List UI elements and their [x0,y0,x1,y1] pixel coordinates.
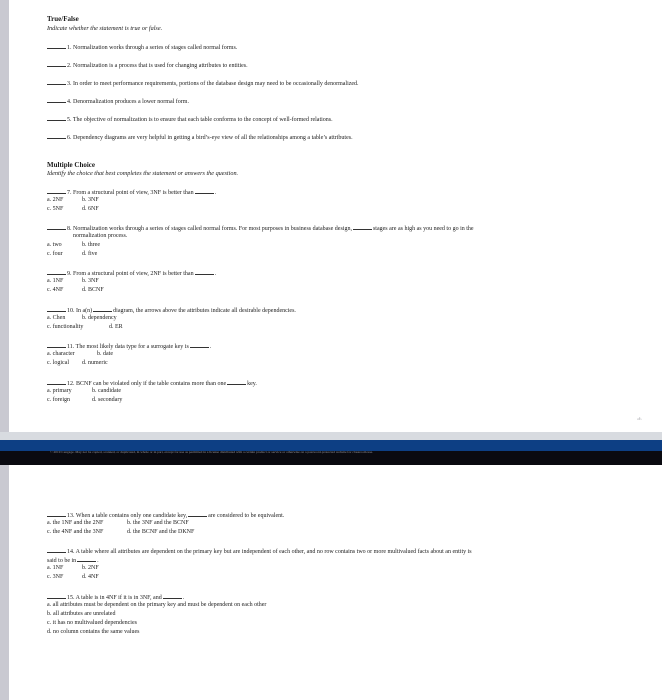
option-d: d. five [82,251,98,257]
option-c: c. 3NF [47,574,64,580]
mc-question-11: 11. The most likely data type for a surrogate key is . [47,342,211,350]
answer-blank [47,79,66,85]
viewer-left-rail [0,0,9,700]
tf-question-6: 6. Dependency diagrams are very helpful in getting a bird’s-eye view of all the relationships among a table’s attributes. [47,133,353,141]
option-d: d. numeric [82,360,108,366]
option-a: a. two [47,242,62,248]
true-false-heading: True/False [47,15,79,23]
option-b: b. date [97,351,113,357]
q14-options [47,564,99,582]
answer-blank [47,133,66,139]
option-d: d. 6NF [82,206,99,212]
option-b: b. three [82,242,100,248]
answer-blank [47,342,66,348]
option-a: a. the 1NF and the 2NF [47,520,104,526]
tf-question-5: 5. The objective of normalization is to ensure that each table conforms to the concept of well-formed relations. [47,115,333,123]
answer-blank [47,269,66,275]
fill-blank [227,379,246,385]
option-a: a. character [47,351,75,357]
option-d: d. 4NF [82,574,99,580]
copyright-notice: © 2019 Cengage. May not be copied, scanned, or duplicated, in whole or in part, except for use as permitted in a license distributed with a certain product or service or otherwise on a password-protected website for classroom use. [50,450,374,454]
option-d: d. the BCNF and the DKNF [127,529,195,535]
q10-options [47,314,123,332]
fill-blank [77,556,96,562]
option-a: a. all attributes must be dependent on the primary key and must be dependent on each other [47,602,267,608]
answer-blank [47,547,66,553]
answer-blank [47,379,66,385]
answer-blank [47,43,66,49]
answer-blank [47,593,66,599]
tf-question-1: 1. Normalization works through a series of stages called normal forms. [47,43,237,51]
true-false-instructions: Indicate whether the statement is true or false. [47,25,163,32]
tf-question-3: 3. In order to meet performance requirements, portions of the database design may need to be occasionally denormalized. [47,79,359,87]
q7-options [47,196,99,214]
page-number: ‹#› [637,416,642,421]
answer-blank [47,511,66,517]
answer-blank [47,61,66,67]
fill-blank [353,224,372,230]
option-d: d. no column contains the same values [47,629,140,635]
q12-options [47,387,122,405]
q8-options [47,241,100,259]
option-c: c. functionality [47,324,84,330]
mc-question-9: 9. From a structural point of view, 2NF is better than . [47,269,216,277]
mc-question-14: 14. A table where all attributes are dependent on the primary key but are independent of each other, and no row contains two or more multivalued facts about an entity is [47,547,472,555]
option-b: b. the 3NF and the BCNF [127,520,189,526]
tf-question-4: 4. Denormalization produces a lower normal form. [47,97,189,105]
option-a: a. Chen [47,315,66,321]
option-b: b. 3NF [82,278,99,284]
fill-blank [195,188,214,194]
answer-blank [47,115,66,121]
multiple-choice-heading: Multiple Choice [47,161,96,169]
option-c: c. the 4NF and the 3NF [47,529,104,535]
q14-continuation: said to be in . [47,558,99,564]
fill-blank [195,269,214,275]
answer-blank [47,188,66,194]
fill-blank [93,306,112,312]
q15-options [47,601,266,637]
mc-question-13: 13. When a table contains only one candidate key, are considered to be equivalent. [47,511,284,519]
option-d: d. secondary [92,397,123,403]
option-c: c. 5NF [47,206,64,212]
option-b: b. 2NF [82,565,99,571]
option-a: a. 1NF [47,278,64,284]
option-b: b. 3NF [82,197,99,203]
fill-blank [188,511,207,517]
q8-continuation: normalization process. [73,233,128,239]
q13-options [47,519,194,537]
option-c: c. four [47,251,63,257]
option-b: b. dependency [82,315,117,321]
option-a: a. primary [47,388,72,394]
answer-blank [47,224,66,230]
fill-blank [163,593,182,599]
option-a: a. 1NF [47,565,64,571]
option-d: d. ER [109,324,123,330]
tf-question-2: 2. Normalization is a process that is used for changing attributes to entities. [47,61,248,69]
option-c: c. foreign [47,397,70,403]
mc-question-8: 8. Normalization works through a series of stages called normal forms. For most purposes in business database design, stages are as high as you need to go in the [47,224,474,232]
mc-question-15: 15. A table is in 4NF if it is in 3NF, and . [47,593,184,601]
option-a: a. 2NF [47,197,64,203]
option-d: d. BCNF [82,287,104,293]
page-separator [0,432,662,440]
q9-options [47,277,104,295]
fill-blank [190,342,209,348]
option-c: c. 4NF [47,287,64,293]
mc-question-7: 7. From a structural point of view, 3NF is better than . [47,188,216,196]
answer-blank [47,306,66,312]
mc-question-10: 10. In a(n) diagram, the arrows above the attributes indicate all desirable dependencies. [47,306,296,314]
q11-options [47,350,113,368]
option-b: b. all attributes are unrelated [47,611,116,617]
document-page-1 [9,0,662,436]
multiple-choice-instructions: Identify the choice that best completes the statement or answers the question. [47,170,239,177]
option-b: b. candidate [92,388,121,394]
option-c: c. it has no multivalued dependencies [47,620,137,626]
option-c: c. logical [47,360,69,366]
answer-blank [47,97,66,103]
document-page-2 [9,467,662,700]
mc-question-12: 12. BCNF can be violated only if the table contains more than one key. [47,379,257,387]
